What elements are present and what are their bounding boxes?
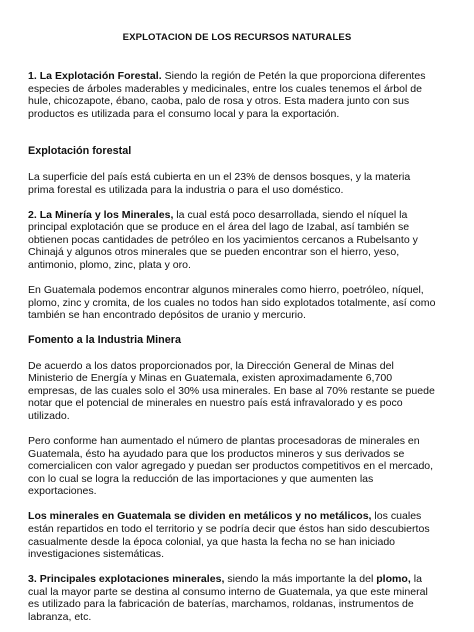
section-2-heading: 2. La Minería y los Minerales, bbox=[28, 208, 174, 221]
heading-explotacion-forestal: Explotación forestal bbox=[28, 145, 132, 158]
section-3-plomo: plomo, bbox=[376, 573, 411, 586]
paragraph-minerales-guatemala: En Guatemala podemos encontrar algunos minerales como hierro, poetróleo, níquel, plomo, zinc y cromita, de los cuales no todos han sido explotados totalmente, así como también se han encontrado depósitos de uranio y mercurio. bbox=[28, 283, 436, 322]
section-3-text-1: siendo la más importante la del bbox=[224, 573, 377, 586]
division-text: los cuales están repartidos en todo el territorio y se podría decir que éstos han sido descubiertos casualmente desde la época colonial, ya que hasta la fecha no se han iniciado investigaciones sistemáticas. bbox=[28, 510, 430, 561]
paragraph-superficie: La superficie del país está cubierta en un el 23% de densos bosques, y la materia prima forestal es utilizada para la industria o para el uso doméstico. bbox=[28, 170, 411, 196]
paragraph-principales-explotaciones bbox=[28, 573, 438, 623]
section-1-text: Siendo la región de Petén la que proporciona diferentes especies de árboles maderables y medicinales, entre los cuales tenemos el árbol de hule, chicozapote, ébano, caoba, palo de rosa y otros. Esta madera junto con sus productos es utilizada para el consumo local y para la exportación. bbox=[28, 70, 426, 120]
heading-fomento-industria-minera: Fomento a la Industria Minera bbox=[28, 334, 181, 347]
paragraph-division-minerales bbox=[28, 510, 438, 560]
section-1-heading: 1. La Explotación Forestal. bbox=[28, 70, 162, 82]
section-3-text-2: la cual la mayor parte se destina al consumo interno de Guatemala, ya que este mineral es utilizado para la fabricación de baterías, marchamos, roldanas, instrumentos de labranza, etc. bbox=[28, 573, 428, 623]
section-2-text: la cual está poco desarrollada, siendo el níquel la principal explotación que se produce en el área del lago de Izabal, así también se obtienen pocas cantidades de petróleo en los yacimientos cercanos a Rubelsanto y Chinajá y algunos otros minerales que se pueden encontrar son el hierro, yeso, antimonio, plomo, zinc, plata y oro. bbox=[28, 208, 418, 271]
division-heading: Los minerales en Guatemala se dividen en metálicos y no metálicos, bbox=[28, 510, 372, 523]
paragraph-datos-minas: De acuerdo a los datos proporcionados por, la Dirección General de Minas del Ministerio de Energía y Minas en Guatemala, existen aproximadamente 6,700 empresas, de las cuales solo el 30% usa minerales. En base al 70% restante se puede notar que el potencial de minerales en nuestro país está infravalorado y es poco utilizado. bbox=[28, 359, 435, 423]
paragraph-explotacion-forestal bbox=[28, 70, 438, 120]
section-3-heading: 3. Principales explotaciones minerales, bbox=[28, 573, 225, 586]
paragraph-plantas-procesadoras: Pero conforme han aumentado el número de plantas procesadoras de minerales en Guatemala, ésto ha ayudado para que los productos mineros y sus derivados se comercialicen con valor agregado y puedan ser productos competitivos en el mercado, con lo cual se logra la reducción de las importaciones y que aumenten las exportaciones. bbox=[28, 435, 434, 498]
paragraph-mineria bbox=[28, 209, 438, 272]
document-title: EXPLOTACION DE LOS RECURSOS NATURALES bbox=[122, 32, 352, 43]
